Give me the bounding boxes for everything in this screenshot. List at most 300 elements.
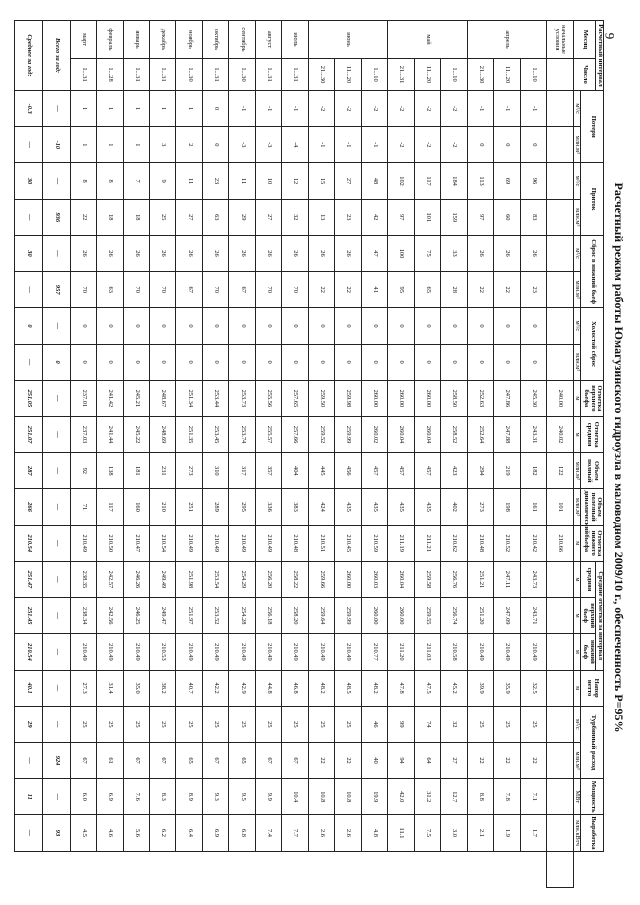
table-row <box>255 21 281 888</box>
value-cell: 246.25 <box>123 598 149 634</box>
unit-cell: млн.м³ <box>573 742 581 778</box>
value-cell: -1 <box>282 91 308 127</box>
value-cell: 210.59 <box>361 525 387 561</box>
total-cell: 251.07 <box>15 416 43 452</box>
value-cell: 210.49 <box>202 525 228 561</box>
value-cell: 253.54 <box>202 561 228 597</box>
value-cell: 27 <box>335 163 361 199</box>
value-cell: 99 <box>388 706 414 742</box>
day-cell: 1...31 <box>202 59 228 91</box>
total-cell: — <box>42 525 70 561</box>
value-cell: 260.04 <box>414 416 440 452</box>
day-cell: 1...30 <box>176 59 202 91</box>
value-cell: 259.98 <box>335 380 361 416</box>
value-cell: 457 <box>414 453 440 489</box>
value-cell: 117 <box>97 489 123 525</box>
day-cell <box>547 59 573 91</box>
value-cell: 64 <box>414 742 440 778</box>
value-cell: 9 <box>150 163 176 199</box>
value-cell: 210.49 <box>255 634 281 670</box>
value-cell: 210.45 <box>335 525 361 561</box>
value-cell: 0 <box>520 308 546 344</box>
value-cell: 74 <box>414 706 440 742</box>
value-cell: 0 <box>308 308 334 344</box>
value-cell: 245.22 <box>123 416 149 452</box>
value-cell: 0 <box>202 91 228 127</box>
value-cell: 260.03 <box>361 561 387 597</box>
value-cell: 210.49 <box>520 634 546 670</box>
value-cell: 210.49 <box>176 634 202 670</box>
value-cell: -1 <box>494 91 520 127</box>
value-cell: 42 <box>361 199 387 235</box>
value-cell: 27 <box>176 199 202 235</box>
value-cell: 457 <box>361 453 387 489</box>
value-cell: 22 <box>494 742 520 778</box>
value-cell: 29 <box>229 199 255 235</box>
value-cell <box>547 127 573 163</box>
value-cell: 310 <box>202 453 228 489</box>
value-cell: 210.48 <box>282 525 308 561</box>
value-cell: 161 <box>520 489 546 525</box>
value-cell: 0 <box>282 308 308 344</box>
day-cell: 11...20 <box>414 59 440 91</box>
total-cell: — <box>42 235 70 271</box>
value-cell: 102 <box>388 163 414 199</box>
value-cell: 0 <box>361 344 387 380</box>
value-cell: 22 <box>308 742 334 778</box>
total-cell: — <box>15 742 43 778</box>
unit-cell: м <box>573 598 581 634</box>
day-cell: 11...20 <box>494 59 520 91</box>
value-cell: 26 <box>494 235 520 271</box>
value-cell: 2.1 <box>467 815 493 851</box>
value-cell: 25 <box>150 706 176 742</box>
value-cell <box>547 670 573 706</box>
value-cell: -2 <box>414 127 440 163</box>
header-discharge: Сброс в нижний бьеф <box>581 235 604 307</box>
value-cell: 65 <box>414 272 440 308</box>
unit-cell: м <box>573 525 581 561</box>
total-cell: 210.54 <box>15 634 43 670</box>
value-cell: 1 <box>176 91 202 127</box>
value-cell: 0 <box>255 308 281 344</box>
value-cell: 259.64 <box>308 598 334 634</box>
total-cell: — <box>42 416 70 452</box>
value-cell: 22 <box>520 742 546 778</box>
value-cell: 253.45 <box>202 416 228 452</box>
value-cell: -1 <box>520 91 546 127</box>
value-cell <box>547 634 573 670</box>
value-cell: 1 <box>97 127 123 163</box>
value-cell: 251.34 <box>176 380 202 416</box>
header-power: Мощность <box>581 779 604 815</box>
value-cell: 9.5 <box>229 779 255 815</box>
document-title: Расчетный режим работы Юмагузинского гидроузла в маловодном 2009/10 г., обеспеченность Р=95% <box>612 182 626 733</box>
value-cell: 1 <box>70 91 96 127</box>
value-cell: 210.49 <box>70 525 96 561</box>
value-cell <box>547 91 573 127</box>
unit-cell: м³/с <box>573 91 581 127</box>
month-cell: июль <box>282 21 308 59</box>
total-cell: — <box>42 634 70 670</box>
value-cell: 8.3 <box>150 779 176 815</box>
total-cell: 957 <box>42 272 70 308</box>
value-cell <box>547 235 573 271</box>
value-cell: 259.55 <box>414 598 440 634</box>
month-cell: октябрь <box>202 21 228 59</box>
value-cell: 253.52 <box>202 598 228 634</box>
unit-cell: млн.м³ <box>573 272 581 308</box>
month-cell: июнь <box>308 21 387 59</box>
unit-cell: м <box>573 634 581 670</box>
value-cell: 247.86 <box>494 380 520 416</box>
unit-cell: м³/с <box>573 308 581 344</box>
value-cell: 9.9 <box>255 779 281 815</box>
value-cell: 273 <box>467 489 493 525</box>
header-inflow: Приток <box>581 163 604 235</box>
total-cell: — <box>42 706 70 742</box>
value-cell: -2 <box>335 91 361 127</box>
value-cell: 256.76 <box>441 561 467 597</box>
value-cell: 60 <box>494 199 520 235</box>
value-cell: -3 <box>229 127 255 163</box>
value-cell: 259.99 <box>335 598 361 634</box>
month-cell: ноябрь <box>176 21 202 59</box>
value-cell: 0 <box>388 308 414 344</box>
value-cell: 67 <box>123 742 149 778</box>
value-cell: 25 <box>494 706 520 742</box>
value-cell: 48.2 <box>308 670 334 706</box>
month-cell: май <box>388 21 467 59</box>
value-cell: -1 <box>467 91 493 127</box>
value-cell <box>547 163 573 199</box>
value-cell: 42.2 <box>202 670 228 706</box>
value-cell <box>547 742 573 778</box>
value-cell: 210.49 <box>282 634 308 670</box>
value-cell: 260.00 <box>361 380 387 416</box>
value-cell: -2 <box>388 127 414 163</box>
value-cell: 10.8 <box>308 779 334 815</box>
value-cell: 12 <box>282 163 308 199</box>
value-cell: 25 <box>255 706 281 742</box>
value-cell: 32 <box>441 706 467 742</box>
value-cell: 1 <box>123 127 149 163</box>
value-cell: 8.9 <box>176 779 202 815</box>
value-cell: 253.44 <box>202 380 228 416</box>
value-cell: 75 <box>414 235 440 271</box>
table-body <box>15 21 574 888</box>
value-cell: 241.42 <box>97 380 123 416</box>
table-row <box>361 21 387 888</box>
total-cell: — <box>42 561 70 597</box>
total-cell: — <box>42 670 70 706</box>
value-cell: 47 <box>361 235 387 271</box>
value-cell: 0 <box>202 308 228 344</box>
value-cell: 211.03 <box>414 634 440 670</box>
month-cell: апрель <box>467 21 546 59</box>
value-cell: 67 <box>70 742 96 778</box>
value-cell: 27 <box>255 199 281 235</box>
value-cell: -1 <box>229 91 255 127</box>
total-label: Всего за год: <box>42 21 70 91</box>
unit-cell: м <box>573 416 581 452</box>
header-interval: Расчетный интервал <box>596 21 604 91</box>
value-cell: 18 <box>97 199 123 235</box>
value-cell: 2.6 <box>308 815 334 851</box>
day-cell: 21...30 <box>308 59 334 91</box>
total-cell: 30 <box>15 163 43 199</box>
day-cell: 11...20 <box>335 59 361 91</box>
value-cell: 70 <box>150 272 176 308</box>
value-cell: 25 <box>282 706 308 742</box>
value-cell: 317 <box>229 453 255 489</box>
total-cell: — <box>42 598 70 634</box>
value-cell: 1.9 <box>494 815 520 851</box>
value-cell: 210.49 <box>255 525 281 561</box>
value-cell: 67 <box>202 742 228 778</box>
day-cell: 1...10 <box>361 59 387 91</box>
value-cell: 70 <box>202 272 228 308</box>
value-cell: 26 <box>123 235 149 271</box>
value-cell: 210.49 <box>335 634 361 670</box>
value-cell: 159 <box>441 199 467 235</box>
table-row <box>70 21 96 888</box>
value-cell: 210.48 <box>467 525 493 561</box>
value-cell: 95 <box>388 272 414 308</box>
value-cell: 26 <box>150 235 176 271</box>
value-cell: 210.54 <box>150 525 176 561</box>
value-cell: 6.9 <box>97 779 123 815</box>
month-cell: сентябрь <box>229 21 255 59</box>
value-cell: 96 <box>520 163 546 199</box>
day-cell: 1...28 <box>97 59 123 91</box>
value-cell: 0 <box>123 344 149 380</box>
table-row <box>547 21 573 888</box>
value-cell: 10 <box>255 163 281 199</box>
value-cell: 211.21 <box>414 525 440 561</box>
value-cell: 184 <box>441 163 467 199</box>
total-cell: — <box>42 453 70 489</box>
value-cell: 40 <box>361 742 387 778</box>
value-cell: 6.2 <box>150 815 176 851</box>
value-cell: 0 <box>494 308 520 344</box>
value-cell <box>547 199 573 235</box>
value-cell: 210 <box>150 489 176 525</box>
header-losses: Потери <box>581 91 604 163</box>
value-cell: 456 <box>335 453 361 489</box>
total-row <box>42 21 70 888</box>
total-cell: 210.54 <box>15 525 43 561</box>
value-cell: 48.5 <box>335 670 361 706</box>
value-cell: 19.9 <box>361 779 387 815</box>
value-cell: 210.42 <box>520 525 546 561</box>
value-cell: 26 <box>520 235 546 271</box>
value-cell: 210.49 <box>229 634 255 670</box>
unit-cell: м³/с <box>573 235 581 271</box>
value-cell: 25 <box>97 706 123 742</box>
value-cell: 242.57 <box>97 561 123 597</box>
value-cell: 71 <box>70 489 96 525</box>
unit-cell: млн.м³ <box>573 199 581 235</box>
total-cell: 251.47 <box>15 561 43 597</box>
total-cell: 936 <box>42 199 70 235</box>
value-cell: 252.63 <box>467 380 493 416</box>
value-cell: 117 <box>414 163 440 199</box>
value-cell: 247.11 <box>494 561 520 597</box>
value-cell: 210.49 <box>494 634 520 670</box>
unit-cell: м³/с <box>573 163 581 199</box>
total-cell: — <box>42 91 70 127</box>
value-cell: 258.50 <box>441 380 467 416</box>
value-cell: 0 <box>202 344 228 380</box>
value-cell: 6.8 <box>229 815 255 851</box>
value-cell <box>547 851 573 887</box>
header-month: Месяц <box>573 21 596 59</box>
total-cell: 266 <box>15 489 43 525</box>
value-cell: 18 <box>123 199 149 235</box>
value-cell: -2 <box>414 91 440 127</box>
value-cell: 260.04 <box>388 561 414 597</box>
value-cell: 25 <box>202 706 228 742</box>
value-cell: 7.6 <box>123 779 149 815</box>
value-cell: 22 <box>335 272 361 308</box>
total-cell: — <box>42 163 70 199</box>
value-cell: 238.35 <box>70 561 96 597</box>
day-cell: 1...31 <box>70 59 96 91</box>
value-cell: 245.21 <box>123 380 149 416</box>
value-cell: 259.66 <box>308 561 334 597</box>
value-cell: 26 <box>255 235 281 271</box>
value-cell: 25 <box>308 706 334 742</box>
value-cell: 240.02 <box>547 416 573 452</box>
value-cell <box>547 561 573 597</box>
value-cell: 4.8 <box>361 815 387 851</box>
value-cell: 248.67 <box>150 380 176 416</box>
day-cell: 1...30 <box>229 59 255 91</box>
header-useful-volume: Объем полезный динамический <box>582 490 604 534</box>
value-cell: 0 <box>282 344 308 380</box>
day-cell: 1...10 <box>441 59 467 91</box>
value-cell: 257.66 <box>282 416 308 452</box>
month-cell: февраль <box>97 21 123 59</box>
header-turbine: Турбинный расход <box>581 706 604 778</box>
value-cell: 26 <box>202 235 228 271</box>
value-cell: 237.01 <box>70 380 96 416</box>
value-cell: 294 <box>467 453 493 489</box>
value-cell: 256.18 <box>255 598 281 634</box>
regime-table <box>14 20 604 888</box>
value-cell: 6.9 <box>202 815 228 851</box>
value-cell: 246.26 <box>123 561 149 597</box>
value-cell: 83 <box>520 199 546 235</box>
value-cell: 256.20 <box>255 561 281 597</box>
value-cell: 26 <box>308 235 334 271</box>
value-cell: 383 <box>282 489 308 525</box>
total-cell: 40.1 <box>15 670 43 706</box>
total-cell: 924 <box>42 742 70 778</box>
value-cell: 181 <box>123 453 149 489</box>
value-cell: 28 <box>441 272 467 308</box>
total-cell: — <box>15 127 43 163</box>
value-cell: 0 <box>414 344 440 380</box>
value-cell: -2 <box>388 91 414 127</box>
value-cell: 6.0 <box>70 779 96 815</box>
month-cell: январь <box>123 21 149 59</box>
value-cell: 40.7 <box>176 670 202 706</box>
value-cell <box>547 272 573 308</box>
value-cell: 0 <box>176 344 202 380</box>
value-cell: 97 <box>467 199 493 235</box>
value-cell: -1 <box>255 91 281 127</box>
value-cell: 260.00 <box>361 598 387 634</box>
value-cell: 210.77 <box>361 634 387 670</box>
value-cell: 0 <box>202 127 228 163</box>
total-cell: — <box>42 308 70 344</box>
header-full-volume: Объем полный <box>581 453 604 489</box>
value-cell: 254.28 <box>229 598 255 634</box>
value-cell: 210.53 <box>150 634 176 670</box>
header-head: Напор нетто <box>581 670 604 706</box>
month-cell: август <box>255 21 281 59</box>
value-cell: 0 <box>414 308 440 344</box>
value-cell: 0 <box>494 127 520 163</box>
value-cell: 8 <box>70 163 96 199</box>
value-cell: -3 <box>255 127 281 163</box>
value-cell <box>547 706 573 742</box>
table-row <box>123 21 149 888</box>
value-cell: 260.00 <box>414 380 440 416</box>
value-cell: 22 <box>467 742 493 778</box>
table-row <box>414 21 440 888</box>
header-idle: Холостой сброс <box>581 308 604 380</box>
value-cell: 69 <box>494 163 520 199</box>
header-mid-sub: средняя <box>581 561 596 597</box>
value-cell: 65 <box>229 742 255 778</box>
value-cell: 23 <box>335 199 361 235</box>
value-cell: 23 <box>202 163 228 199</box>
value-cell: 0 <box>441 344 467 380</box>
value-cell: 12.7 <box>441 779 467 815</box>
value-cell: 9.3 <box>202 779 228 815</box>
value-cell: 210.47 <box>123 525 149 561</box>
value-cell: 0 <box>494 344 520 380</box>
value-cell: 251.98 <box>176 561 202 597</box>
value-cell: 254.29 <box>229 561 255 597</box>
day-cell: 21...31 <box>388 59 414 91</box>
total-cell: 29 <box>15 706 43 742</box>
value-cell: 0 <box>70 344 96 380</box>
value-cell: 0 <box>70 308 96 344</box>
value-cell: 249.47 <box>150 598 176 634</box>
day-cell: 1...10 <box>520 59 546 91</box>
value-cell: 0 <box>97 344 123 380</box>
value-cell: 0 <box>308 344 334 380</box>
value-cell: 48.2 <box>361 670 387 706</box>
value-cell: 70 <box>282 272 308 308</box>
unit-cell: м³/с <box>573 706 581 742</box>
value-cell: 26 <box>467 235 493 271</box>
value-cell: 35.0 <box>123 670 149 706</box>
unit-cell: млн.м³ <box>573 489 581 525</box>
value-cell: 210.49 <box>202 634 228 670</box>
value-cell: 46.8 <box>282 670 308 706</box>
value-cell: 0 <box>335 344 361 380</box>
value-cell: 3.0 <box>441 815 467 851</box>
table-row <box>308 21 334 888</box>
value-cell: 259.99 <box>335 416 361 452</box>
value-cell: 1.7 <box>520 815 546 851</box>
value-cell: 243.71 <box>520 598 546 634</box>
